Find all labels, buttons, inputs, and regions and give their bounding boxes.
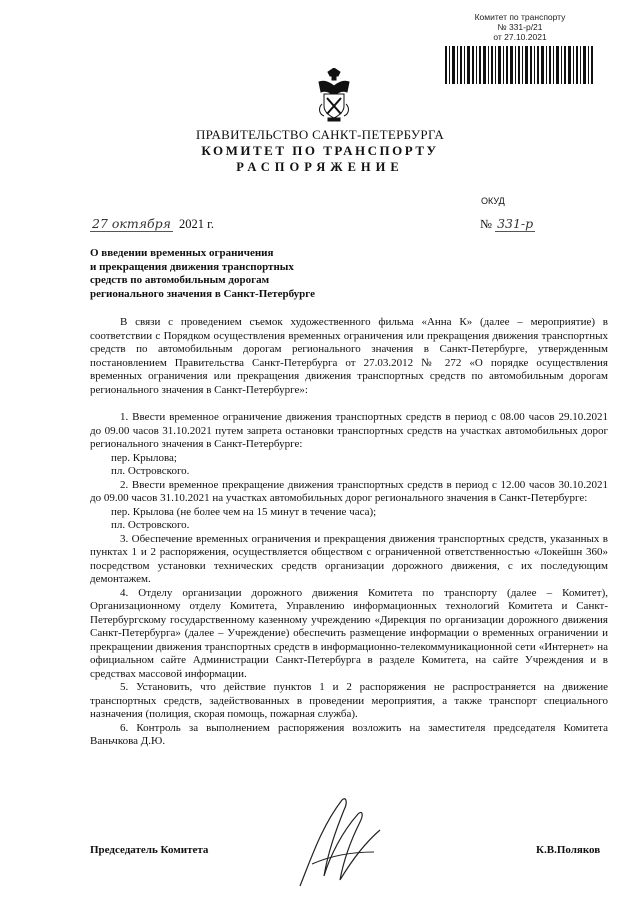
document-body bbox=[90, 316, 608, 749]
item-2: 2. Ввести временное прекращение движения транспортных средств в период с 12.00 часов 30.10.2021 до 09.00 часов 31.10.2021 на участках автомобильных дорог регионального значения в Санкт-Петербурге: bbox=[90, 478, 608, 504]
handwritten-number: 331-р bbox=[497, 216, 534, 231]
item-4: 4. Отделу организации дорожного движения Комитета по транспорту (далее – Комитет), Организационному отделу Комитета, Управлению информационных технологий Комитета и Санкт-Петербургскому государственному казенному учреждению «Дирекция по организации дорожного движения Санкт-Петербурга» (далее – Учреждение) обеспечить размещение информации о временных ограничении и прекращении движения транспортных средств в информационно-телекоммуникационной сети «Интернет» на официальном сайте Администрации Санкт-Петербурга в разделе Комитета, на сайте Учреждения и в средствах массовой информации. bbox=[90, 586, 608, 680]
document-date bbox=[90, 216, 214, 232]
document-number bbox=[480, 216, 538, 232]
subject-line: О введении временных ограничения bbox=[90, 247, 274, 259]
item-1: 1. Ввести временное ограничение движения транспортных средств в период с 08.00 часов 29.10.2021 до 09.00 часов 31.10.2021 путем запрета остановки транспортных средств на участках автомобильных дорог регионального значения в Санкт-Петербурге: bbox=[90, 411, 608, 450]
item-5: 5. Установить, что действие пунктов 1 и 2 распоряжения не распространяется на движение транспортных средств, задействованных в проведении мероприятия, а также транспорт специального назначения (полиция, скорая помощь, пожарная служба). bbox=[90, 681, 608, 720]
item-3: 3. Обеспечение временных ограничения и прекращения движения транспортных средств, указанных в пунктах 1 и 2 распоряжения, осуществляется обществом с ограниченной ответственностью «Локейшн 360» посредством установки технических средств организации дорожного движения, с их последующим демонтажем. bbox=[90, 532, 608, 585]
item-2-street: пер. Крылова (не более чем на 15 минут в течение часа); bbox=[111, 505, 377, 518]
okud-label: ОКУД bbox=[481, 196, 505, 206]
preamble: В связи с проведением съемок художественного фильма «Анна К» (далее – мероприятие) в соответствии с Порядком осуществления временных ограничения или прекращения движения транспортных средств по автомобильным дорогам регионального значения в Санкт-Петербурге, утвержденным постановлением Правительства Санкт-Петербурга от 27.03.2012 № 272 «О порядке осуществления временных ограничения или прекращения движения транспортных средств по автомобильным дорогам регионального значения в Санкт-Петербурге»: bbox=[90, 316, 608, 396]
coat-of-arms-icon bbox=[316, 68, 352, 122]
item-1-street: пер. Крылова; bbox=[111, 451, 177, 464]
document-subject bbox=[90, 247, 350, 301]
signatory-name: К.В.Поляков bbox=[536, 844, 601, 856]
item-2-street: пл. Островского. bbox=[111, 519, 190, 531]
document-type: РАСПОРЯЖЕНИЕ bbox=[236, 160, 404, 174]
handwritten-date: 27 октября bbox=[92, 216, 171, 231]
committee-title: КОМИТЕТ ПО ТРАНСПОРТУ bbox=[201, 143, 439, 158]
date-year: 2021 г. bbox=[179, 217, 214, 231]
registration-stamp bbox=[440, 12, 600, 84]
stamp-line-2: № 331-р/21 bbox=[497, 22, 543, 32]
subject-line: регионального значения в Санкт-Петербурге bbox=[90, 287, 315, 300]
signature-icon bbox=[282, 786, 392, 896]
number-sign: № bbox=[480, 217, 492, 231]
government-title: ПРАВИТЕЛЬСТВО САНКТ-ПЕТЕРБУРГА bbox=[195, 127, 445, 142]
signatory-position: Председатель Комитета bbox=[90, 844, 209, 856]
barcode-icon bbox=[445, 46, 595, 84]
item-6: 6. Контроль за выполнением распоряжения возложить на заместителя председателя Комитета Ваньчкова Д.Ю. bbox=[90, 721, 608, 747]
stamp-line-3: от 27.10.2021 bbox=[493, 32, 547, 42]
item-1-street: пл. Островского. bbox=[111, 465, 190, 477]
subject-line: средств по автомобильным дорогам bbox=[90, 274, 270, 286]
stamp-line-1: Комитет по транспорту bbox=[474, 12, 566, 22]
subject-line: и прекращения движения транспортных bbox=[90, 260, 294, 273]
